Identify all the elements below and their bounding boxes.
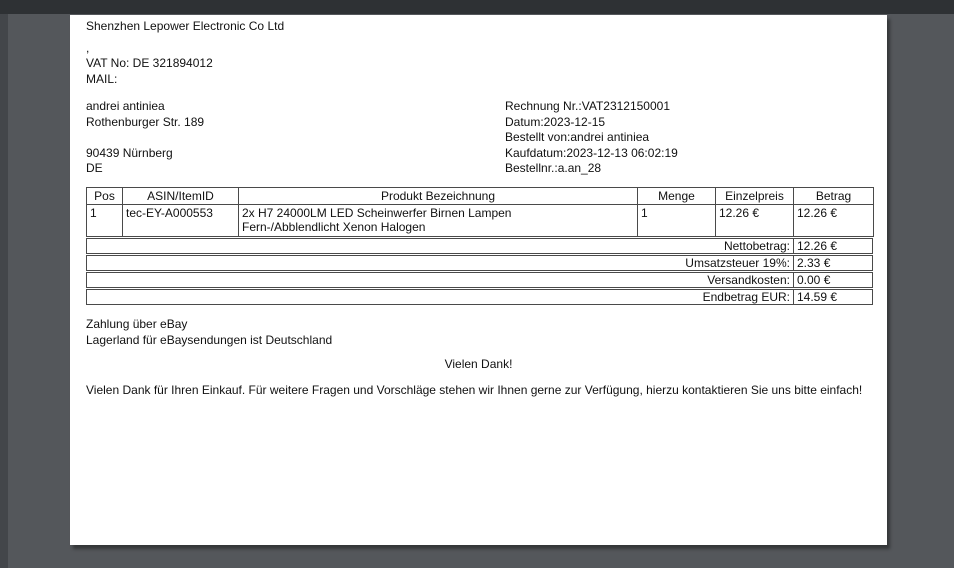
item-product-line2: Fern-/Abblendlicht Xenon Halogen — [242, 220, 426, 234]
vat-value: 2.33 € — [797, 256, 831, 270]
net-amount-value: 12.26 € — [797, 239, 838, 253]
invoice-number-line: Rechnung Nr.:VAT2312150001 — [505, 99, 671, 113]
seller-comma-line: , — [86, 40, 90, 55]
shipping-label: Versandkosten: — [87, 273, 794, 287]
shipping-value: 0.00 € — [797, 273, 831, 287]
window-top-bar — [0, 0, 954, 14]
buyer-name: andrei antiniea — [86, 99, 165, 113]
header-pos: Pos — [87, 188, 123, 205]
seller-block — [86, 19, 284, 87]
buyer-country: DE — [86, 161, 103, 175]
item-pos: 1 — [87, 205, 123, 237]
grand-total-value: 14.59 € — [797, 290, 838, 304]
item-product-line1: 2x H7 24000LM LED Scheinwerfer Birnen Lampen — [242, 206, 512, 220]
header-quantity: Menge — [638, 188, 716, 205]
buyer-city: 90439 Nürnberg — [86, 145, 173, 160]
warehouse-country-line: Lagerland für eBaysendungen ist Deutschland — [86, 332, 333, 347]
ordered-by-line: Bestellt von:andrei antiniea — [505, 130, 650, 144]
purchase-date-line: Kaufdatum:2023-12-13 06:02:19 — [505, 145, 678, 160]
totals-section — [86, 237, 873, 305]
item-quantity: 1 — [638, 205, 716, 237]
header-asin-itemid: ASIN/ItemID — [123, 188, 239, 205]
item-unit-price: 12.26 € — [716, 205, 794, 237]
closing-paragraph: Vielen Dank für Ihren Einkauf. Für weitere Fragen und Vorschläge stehen wir Ihnen gerne zur Verfügung, hierzu kontaktieren Sie uns bitte einfach! — [86, 383, 863, 397]
vat-label: Umsatzsteuer 19%: — [87, 256, 794, 270]
totals-row-shipping — [86, 272, 873, 288]
header-amount: Betrag — [794, 188, 874, 205]
viewer-left-edge-shade — [0, 14, 8, 568]
item-amount: 12.26 € — [794, 205, 874, 237]
net-amount-label: Nettobetrag: — [87, 239, 794, 253]
payment-method-line: Zahlung über eBay — [86, 317, 188, 331]
invoice-page — [70, 15, 887, 545]
item-product-description — [239, 205, 638, 237]
totals-row-grand-total — [86, 289, 873, 305]
items-table — [86, 187, 874, 237]
invoice-meta-block — [505, 99, 678, 177]
totals-row-net — [86, 238, 873, 254]
order-number-line: Bestellnr.:a.an_28 — [505, 161, 602, 175]
totals-row-vat — [86, 255, 873, 271]
seller-company-name: Shenzhen Lepower Electronic Co Ltd — [86, 19, 285, 33]
thank-you-line: Vielen Dank! — [444, 357, 513, 371]
seller-mail-line: MAIL: — [86, 71, 118, 86]
header-product-description: Produkt Bezeichnung — [239, 188, 638, 205]
item-asin: tec-EY-A000553 — [123, 205, 239, 237]
buyer-blank-line — [86, 130, 204, 146]
items-table-header-row — [87, 188, 874, 205]
header-unit-price: Einzelpreis — [716, 188, 794, 205]
invoice-date-line: Datum:2023-12-15 — [505, 114, 606, 129]
buyer-street: Rothenburger Str. 189 — [86, 114, 205, 129]
grand-total-label: Endbetrag EUR: — [87, 290, 794, 304]
buyer-address-block — [86, 99, 204, 177]
item-row — [87, 205, 874, 237]
payment-info-block — [86, 317, 332, 348]
seller-vat-number: VAT No: DE 321894012 — [86, 56, 213, 70]
